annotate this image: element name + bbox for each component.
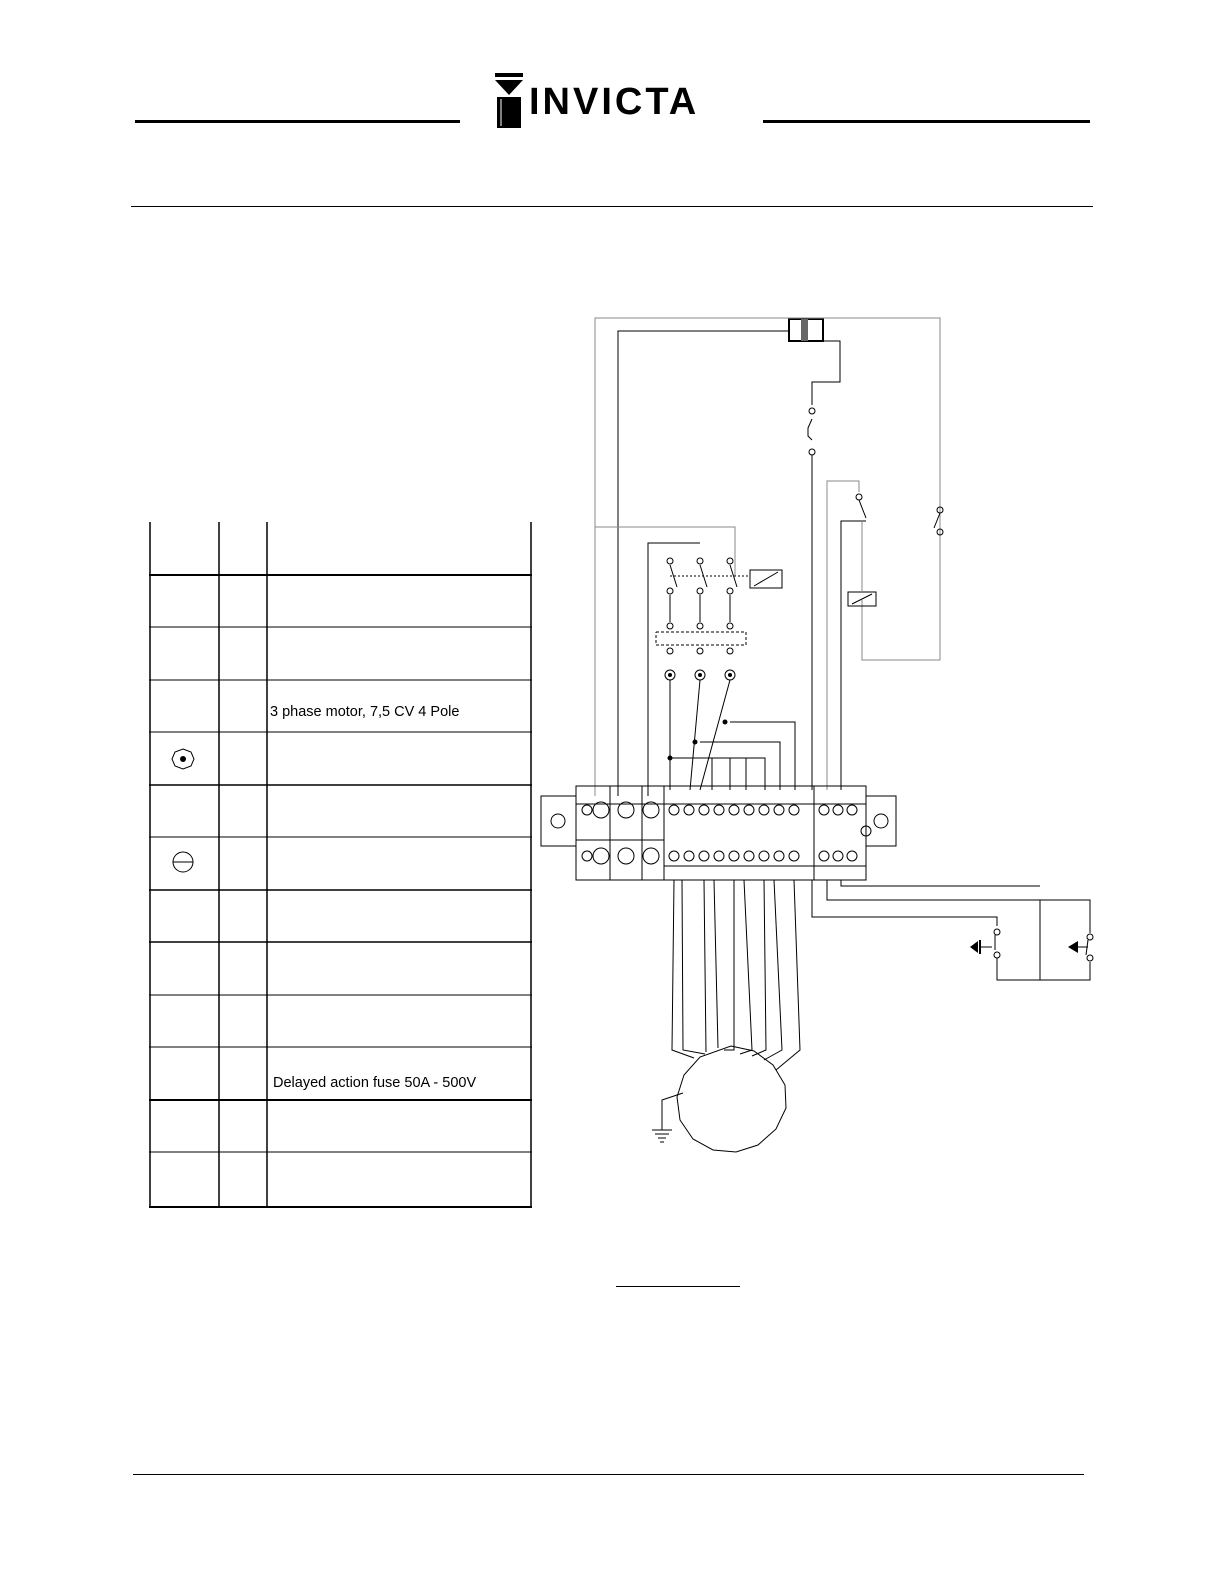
legend-row-motor-description: 3 phase motor, 7,5 CV 4 Pole xyxy=(270,704,460,720)
wiring-diagram xyxy=(535,310,1095,1160)
brand-logo xyxy=(495,73,725,131)
legend-row-fuse-description: Delayed action fuse 50A - 500V xyxy=(273,1075,477,1091)
header-rule-left xyxy=(135,120,460,123)
legend-table xyxy=(149,522,532,1208)
brand-name: INVICTA xyxy=(529,81,700,123)
page-number-rule xyxy=(616,1286,740,1287)
footer-link-underline[interactable] xyxy=(127,1568,269,1585)
minus-circle-icon xyxy=(173,852,193,872)
brand-mark-icon xyxy=(495,73,529,131)
footer-rule xyxy=(133,1474,1084,1475)
header-rule-right xyxy=(763,120,1090,123)
header-divider xyxy=(131,206,1093,207)
dot-circle-icon xyxy=(172,749,194,769)
